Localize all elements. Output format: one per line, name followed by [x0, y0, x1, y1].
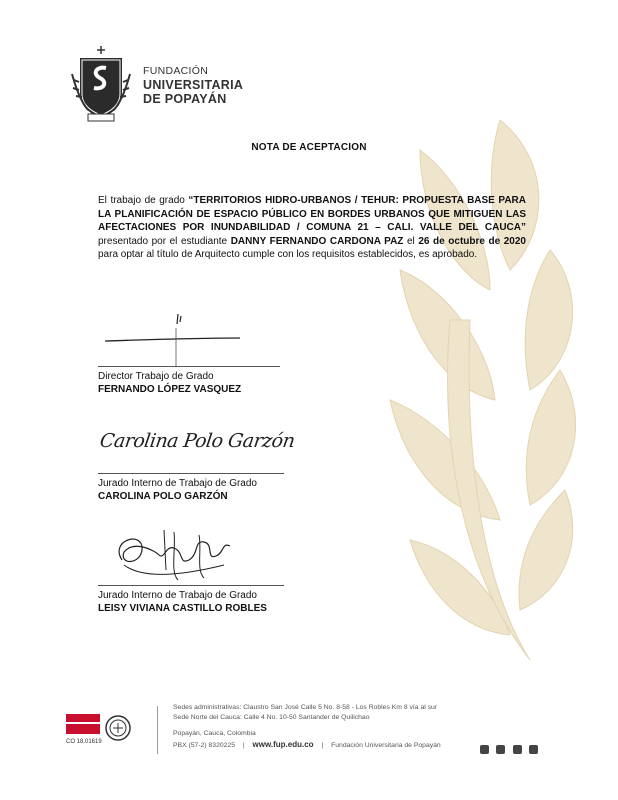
footer-phone: PBX (57-2) 8320225 [173, 742, 235, 749]
footer-org: Fundación Universitaria de Popayán [331, 742, 441, 749]
social-icons [480, 741, 541, 759]
signature-role: Director Trabajo de Grado [98, 371, 214, 382]
signature-role: Jurado Interno de Trabajo de Grado [98, 478, 257, 489]
instagram-icon[interactable] [480, 745, 489, 754]
footer-city: Popayán, Cauca, Colombia [173, 730, 256, 737]
footer-address-1: Sedes administrativas: Claustro San José Calle 5 No. 8-58 - Los Robles Km 8 vía al sur [173, 704, 438, 711]
org-line-2: UNIVERSITARIA [143, 78, 244, 92]
signature-name: FERNANDO LÓPEZ VASQUEZ [98, 384, 242, 395]
org-line-1: FUNDACIÓN [143, 65, 209, 77]
student-name: DANNY FERNANDO CARDONA PAZ [230, 235, 404, 247]
signature-director [100, 308, 260, 368]
text-segment: El trabajo de grado [98, 195, 189, 206]
signature-name: LEISY VIVIANA CASTILLO ROBLES [98, 603, 267, 614]
approval-date: 26 de octubre de 2020 [418, 235, 526, 247]
document-title: NOTA DE ACEPTACION [251, 142, 367, 153]
organization-name [143, 64, 243, 106]
footer-contact: PBX (57-2) 8320225 | www.fup.edu.co | Fundación Universitaria de Popayán [173, 740, 441, 749]
signature-line [98, 366, 280, 367]
text-segment: para optar al título de Arquitecto cumple con los requisitos establecidos, es aprobado. [98, 249, 478, 261]
footer-address-2: Sede Norte del Cauca: Calle 4 No. 10-50 Santander de Quilichao [173, 714, 370, 721]
footer-website-link[interactable]: www.fup.edu.co [252, 740, 314, 749]
signature-leisy [104, 520, 244, 590]
youtube-icon[interactable] [513, 745, 522, 754]
signature-line [98, 473, 284, 474]
signature-name: CAROLINA POLO GARZÓN [98, 491, 228, 502]
university-logo [68, 44, 134, 122]
text-segment: presentado por el estudiante [98, 235, 231, 247]
org-line-3: DE POPAYÁN [143, 92, 227, 106]
text-segment: el [403, 235, 419, 247]
footer-divider [157, 706, 158, 754]
thesis-title: “TERRITORIOS HIDRO-URBANOS / TEHUR: PROPUESTA BASE PARA LA PLANIFICACIÓN DE ESPACIO PÚBLICO EN BORDES URBANOS QUE MITIGUEN LAS AFECTACIONES POR INUNDABILIDAD / COMUNA 21 – CALI. VALLE DEL CAUCA” [98, 195, 526, 234]
signature-role: Jurado Interno de Trabajo de Grado [98, 590, 257, 601]
twitter-icon[interactable] [529, 745, 538, 754]
signature-line [98, 585, 284, 586]
acceptance-paragraph [98, 194, 526, 262]
facebook-icon[interactable] [496, 745, 505, 754]
signature-carolina: Carolina Polo Garzón [98, 430, 296, 452]
cert-number: CO 18.01619 [66, 739, 102, 745]
